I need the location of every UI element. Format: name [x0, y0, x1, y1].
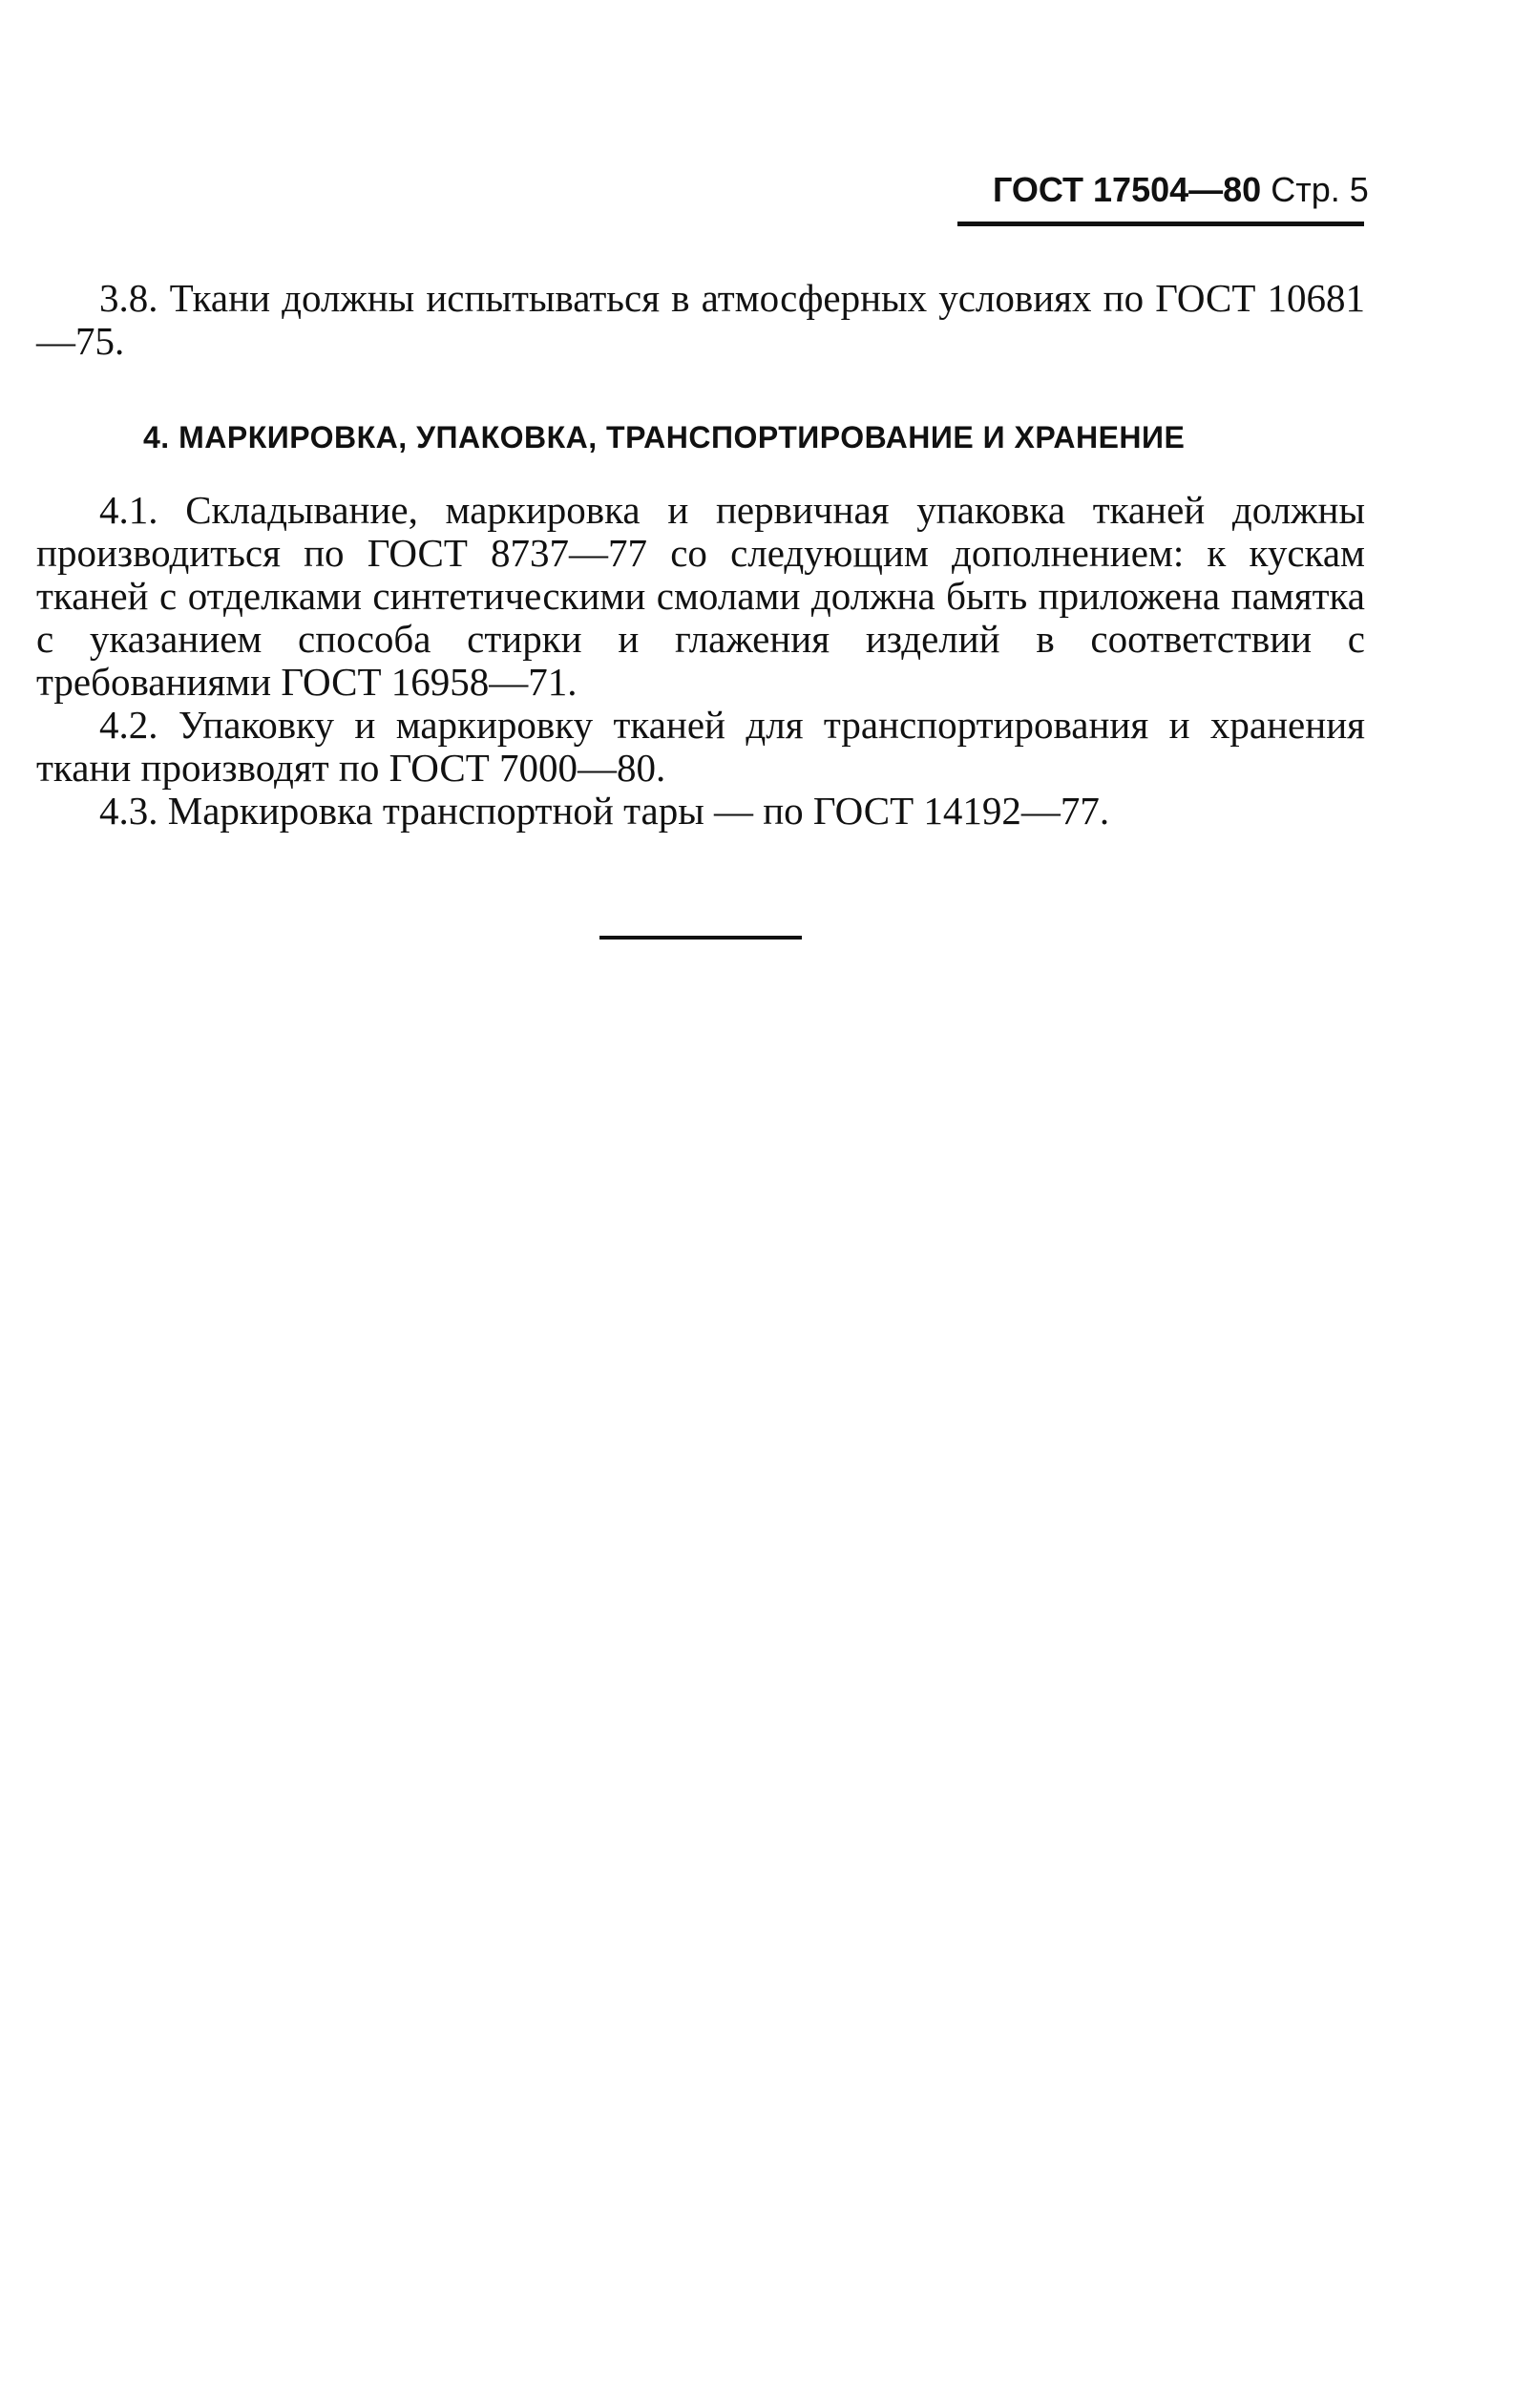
paragraph-3-8: 3.8. Ткани должны испытываться в атмосферных условиях по ГОСТ 10681—75.	[36, 276, 1365, 363]
paragraph-4-2: 4.2. Упаковку и маркировку тканей для транспортирования и хранения ткани производят по ГОСТ 7000—80.	[36, 703, 1365, 790]
standard-number: ГОСТ 17504—80	[993, 170, 1262, 209]
header-divider	[957, 222, 1364, 226]
section-heading: 4. МАРКИРОВКА, УПАКОВКА, ТРАНСПОРТИРОВАНИЕ И ХРАНЕНИЕ	[143, 420, 1186, 454]
page-number: Стр. 5	[1271, 170, 1369, 209]
page-header	[993, 170, 1369, 210]
end-divider	[599, 936, 802, 940]
paragraph-4-1: 4.1. Складывание, маркировка и первичная упаковка тканей должны производиться по ГОСТ 8737—77 со следующим дополнением: к кускам тканей с отделками синтетическими смолами должна быть приложена памятка с указанием способа стирки и глажения изделий в соответствии с требованиями ГОСТ 16958—71.	[36, 488, 1365, 704]
paragraph-4-3: 4.3. Маркировка транспортной тары — по ГОСТ 14192—77.	[99, 789, 1110, 833]
